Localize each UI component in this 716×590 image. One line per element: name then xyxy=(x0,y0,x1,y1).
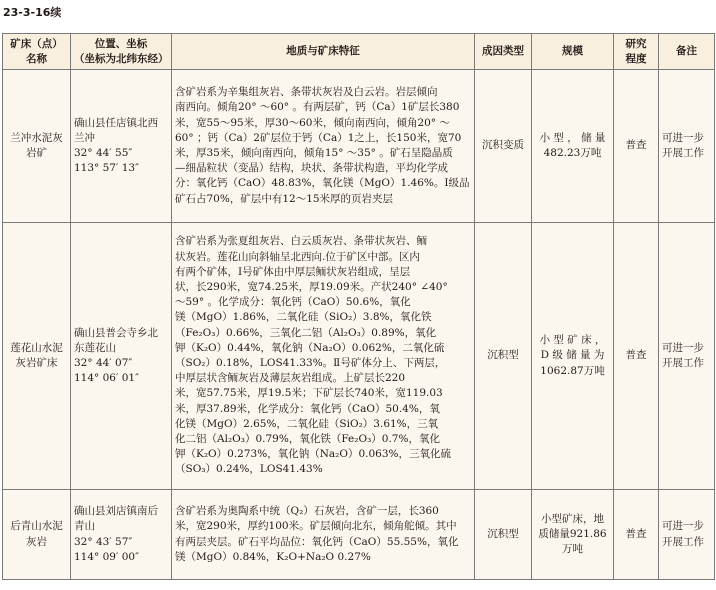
deposit-note: 可进一步 开展工作 xyxy=(659,223,715,490)
table-row xyxy=(3,70,715,223)
deposit-note: 可进一步 开展工作 xyxy=(659,70,715,223)
deposit-scale: 小 型 矿 床 ， D 级 储 量 为 1062.87万吨 xyxy=(532,223,614,490)
header-scale: 规模 xyxy=(532,34,614,70)
deposit-geology: 含矿岩系为张夏组灰岩、白云质灰岩、条带状灰岩、鲕 状灰岩。莲花山向斜轴呈北西向.位于矿区中部。区内 有两个矿体，Ⅰ号矿体由中厚层鲕状灰岩组成，呈层 状，长290米，宽74.25米，厚19.09米。产状240° ∠40° ～59° 。化学成分：氧化钙（CaO）50.6%，氧化 镁（MgO）1.86%，二氧化硅（SiO₂）3.8%，氧化铁 （Fe₂O₃）0.66%，三氧化二铝（Al₂O₃）0.89%，氧化 钾（K₂O）0.44%，氧化钠（Na₂O）0.062%，二氧化硫 （SO₂）0.18%，LOS41.33%。Ⅱ号矿体分上、下两层， 中厚层状含鲕灰岩及薄层灰岩组成。上矿层长220 米，宽57.75米，厚19.5米；下矿层长740米，宽119.03 米，厚37.89米，化学成分：氧化钙（CaO）50.4%，氧 化镁（MgO）2.65%，二氧化硅（SiO₂）3.61%，三氧 化二铝（Al₂O₃）0.79%，氧化铁（Fe₂O₃）0.7%，氧化 钾（K₂O）0.273%，氧化钠（Na₂O）0.063%，三氧化硫 （SO₃）0.24%，LOS41.43% xyxy=(172,223,475,490)
header-location: 位置、坐标 （坐标为北纬东经） xyxy=(71,34,172,70)
table-row xyxy=(3,490,715,580)
table-caption: 23-3-16续 xyxy=(3,6,62,19)
deposit-name: 后青山水泥 灰岩 xyxy=(3,490,71,580)
deposit-name: 兰冲水泥灰 岩矿 xyxy=(3,70,71,223)
deposit-location: 确山县刘店镇南后 青山 32° 43′ 57″ 114° 09′ 00″ xyxy=(71,490,172,580)
deposit-table xyxy=(2,33,715,580)
header-research: 研究 程度 xyxy=(614,34,659,70)
deposit-genesis: 沉积型 xyxy=(475,223,532,490)
deposit-research: 普查 xyxy=(614,490,659,580)
deposit-location: 确山县普会寺乡北 东莲花山 32° 44′ 07″ 114° 06′ 01″ xyxy=(71,223,172,490)
header-name: 矿床（点） 名称 xyxy=(3,34,71,70)
deposit-location: 确山县任店镇北西 兰冲 32° 44′ 55″ 113° 57′ 13″ xyxy=(71,70,172,223)
deposit-name: 莲花山水泥 灰岩矿床 xyxy=(3,223,71,490)
header-note: 备注 xyxy=(659,34,715,70)
deposit-note: 可进一步 开展工作 xyxy=(659,490,715,580)
header-genesis: 成因类型 xyxy=(475,34,532,70)
deposit-research: 普查 xyxy=(614,70,659,223)
deposit-scale: 小 型 ， 储 量 482.23万吨 xyxy=(532,70,614,223)
header-row xyxy=(3,34,715,70)
deposit-genesis: 沉积变质 xyxy=(475,70,532,223)
header-geology: 地质与矿床特征 xyxy=(172,34,475,70)
deposit-research: 普查 xyxy=(614,223,659,490)
deposit-geology: 含矿岩系为奥陶系中统（Q₂）石灰岩，含矿一层，长360 米，宽290米，厚约100米。矿层倾向北东，倾角舵倾。其中 有两层夹层。矿石平均品位：氧化钙（CaO）55.55%，氧化 镁（MgO）0.84%，K₂O+Na₂O 0.27% xyxy=(172,490,475,580)
table-row xyxy=(3,223,715,490)
deposit-scale: 小型矿床，地 质储量921.86 万吨 xyxy=(532,490,614,580)
deposit-geology: 含矿岩系为辛集组灰岩、条带状灰岩及白云岩。岩层倾向 南西向。倾角20° ～60° 。有两层矿，钙（Ca）1矿层长380 米，宽55～95米，厚30～60米，倾向南西向，倾角20° ～ 60° ；钙（Ca）2矿层位于钙（Ca）1之上，长150米，宽70 米，厚35米，倾向南西向，倾角15° ～35° 。矿石呈隐晶质 —细晶粒状（变晶）结构，块状、条带状构造，平均化学成 分：氧化钙（CaO）48.83%，氧化镁（MgO）1.46%。Ⅰ级品 矿石占70%，矿层中有12～15米厚的页岩夹层 xyxy=(172,70,475,223)
deposit-genesis: 沉积型 xyxy=(475,490,532,580)
